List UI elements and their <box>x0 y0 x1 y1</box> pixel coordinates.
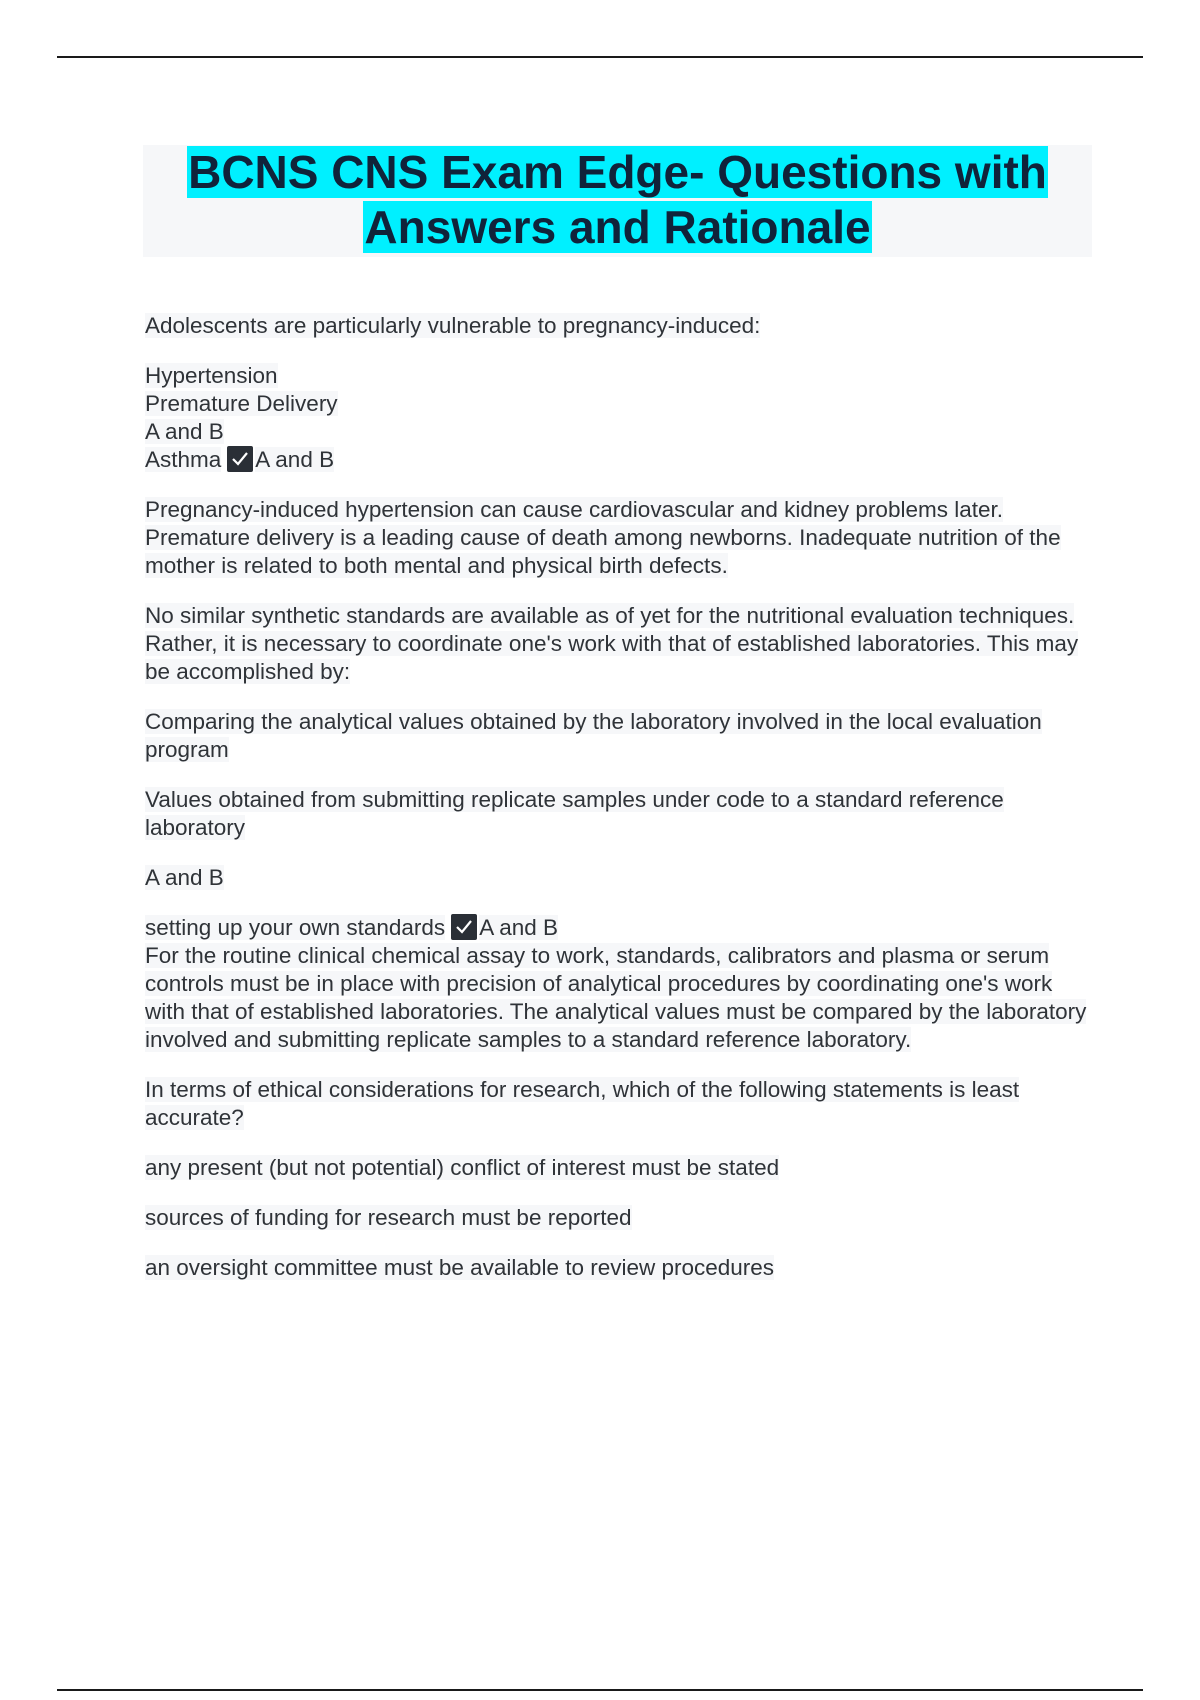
footer-rule <box>57 1689 1143 1691</box>
q2-rationale: For the routine clinical chemical assay to work, standards, calibrators and plasma or serum controls must be in place with precision of analytical procedures by coordinating one's work with that of established laboratories. The analytical values must be compared by the laboratory involved and submitting replicate samples to a standard reference laboratory. <box>145 943 1087 1052</box>
q3-option-a: any present (but not potential) conflict of interest must be stated <box>145 1155 780 1180</box>
q1-option-2: Premature Delivery <box>145 391 338 416</box>
q2-option-a: Comparing the analytical values obtained by the laboratory involved in the local evaluation program <box>145 709 1042 762</box>
q3-option-c: an oversight committee must be available to review procedures <box>145 1255 775 1280</box>
q2-option-b: Values obtained from submitting replicate samples under code to a standard reference laboratory <box>145 787 1004 840</box>
title-box <box>143 145 1092 257</box>
q2-answer: A and B <box>479 915 559 940</box>
question-2: No similar synthetic standards are available as of yet for the nutritional evaluation techniques. Rather, it is necessary to coordinate one's work with that of established laboratories. This may be accomplished by: <box>145 603 1079 684</box>
title-line-2: Answers and Rationale <box>364 201 871 253</box>
q1-option-3: A and B <box>145 419 224 444</box>
header-rule <box>57 56 1143 58</box>
q1-rationale: Pregnancy-induced hypertension can cause cardiovascular and kidney problems later. Premature delivery is a leading cause of death among newborns. Inadequate nutrition of the mother is related to both mental and physical birth defects. <box>145 497 1061 578</box>
title-line-1: BCNS CNS Exam Edge- Questions with <box>188 146 1047 198</box>
document-body <box>145 312 1095 1282</box>
q1-option-4: Asthma A and B <box>145 447 335 472</box>
question-1: Adolescents are particularly vulnerable to pregnancy-induced: <box>145 313 761 338</box>
q2-option-d: setting up your own standards A and B <box>145 915 559 940</box>
check-box-icon <box>227 446 253 472</box>
q1-option-1: Hypertension <box>145 363 278 388</box>
q3-option-b: sources of funding for research must be reported <box>145 1205 632 1230</box>
check-box-icon <box>451 914 477 940</box>
question-3: In terms of ethical considerations for research, which of the following statements is least accurate? <box>145 1077 1020 1130</box>
q2-option-c: A and B <box>145 865 224 890</box>
q1-answer: A and B <box>255 447 335 472</box>
